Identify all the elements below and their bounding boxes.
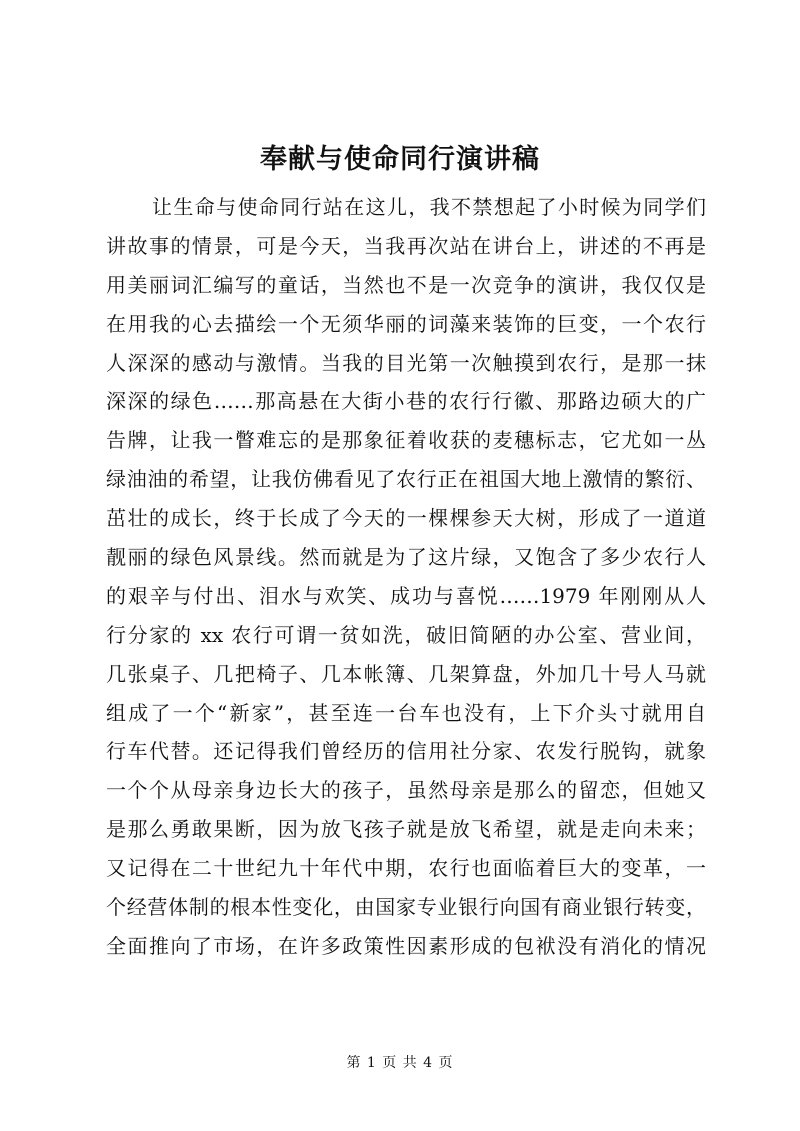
body-line: 是那么勇敢果断，因为放飞孩子就是放飞希望，就是走向未来； — [106, 817, 706, 842]
body-line: 讲故事的情景，可是今天，当我再次站在讲台上，讲述的不再是 — [106, 233, 706, 258]
body-line: 行车代替。还记得我们曾经历的信用社分家、农发行脱钩，就象 — [106, 739, 706, 764]
document-title: 奉献与使命同行演讲稿 — [260, 144, 540, 175]
body-line: 又记得在二十世纪九十年代中期，农行也面临着巨大的变革，一 — [106, 856, 706, 881]
body-line: 行分家的 xx 农行可谓一贫如洗，破旧简陋的办公室、营业间， — [106, 622, 706, 647]
document-body — [106, 188, 706, 966]
body-line: 告牌，让我一瞥难忘的是那象征着收获的麦穗标志，它尤如一丛 — [106, 428, 706, 453]
body-line: 全面推向了市场，在许多政策性因素形成的包袱没有消化的情况 — [106, 933, 706, 958]
page-number: 第 1 页 共 4 页 — [346, 1055, 454, 1071]
body-line: 个经营体制的根本性变化，由国家专业银行向国有商业银行转变， — [106, 895, 706, 920]
body-line: 用美丽词汇编写的童话，当然也不是一次竞争的演讲，我仅仅是 — [106, 272, 706, 297]
body-line: 深深的绿色……那高悬在大街小巷的农行行徽、那路边硕大的广 — [106, 389, 706, 414]
body-line: 组成了一个“新家”，甚至连一台车也没有，上下介头寸就用自 — [106, 700, 706, 725]
body-line: 让生命与使命同行站在这儿，我不禁想起了小时候为同学们 — [152, 195, 706, 219]
body-line: 绿油油的希望，让我仿佛看见了农行正在祖国大地上激情的繁衍、 — [106, 467, 706, 492]
body-line: 在用我的心去描绘一个无须华丽的词藻来装饰的巨变，一个农行 — [106, 311, 706, 336]
body-line: 人深深的感动与激情。当我的目光第一次触摸到农行，是那一抹 — [106, 350, 706, 375]
body-line: 靓丽的绿色风景线。然而就是为了这片绿，又饱含了多少农行人 — [106, 545, 706, 570]
body-line: 茁壮的成长，终于长成了今天的一棵棵参天大树，形成了一道道 — [106, 506, 706, 531]
body-line: 的艰辛与付出、泪水与欢笑、成功与喜悦……1979 年刚刚从人 — [106, 583, 706, 608]
body-line: 一个个从母亲身边长大的孩子，虽然母亲是那么的留恋，但她又 — [106, 778, 706, 803]
body-line: 几张桌子、几把椅子、几本帐簿、几架算盘，外加几十号人马就 — [106, 661, 706, 686]
